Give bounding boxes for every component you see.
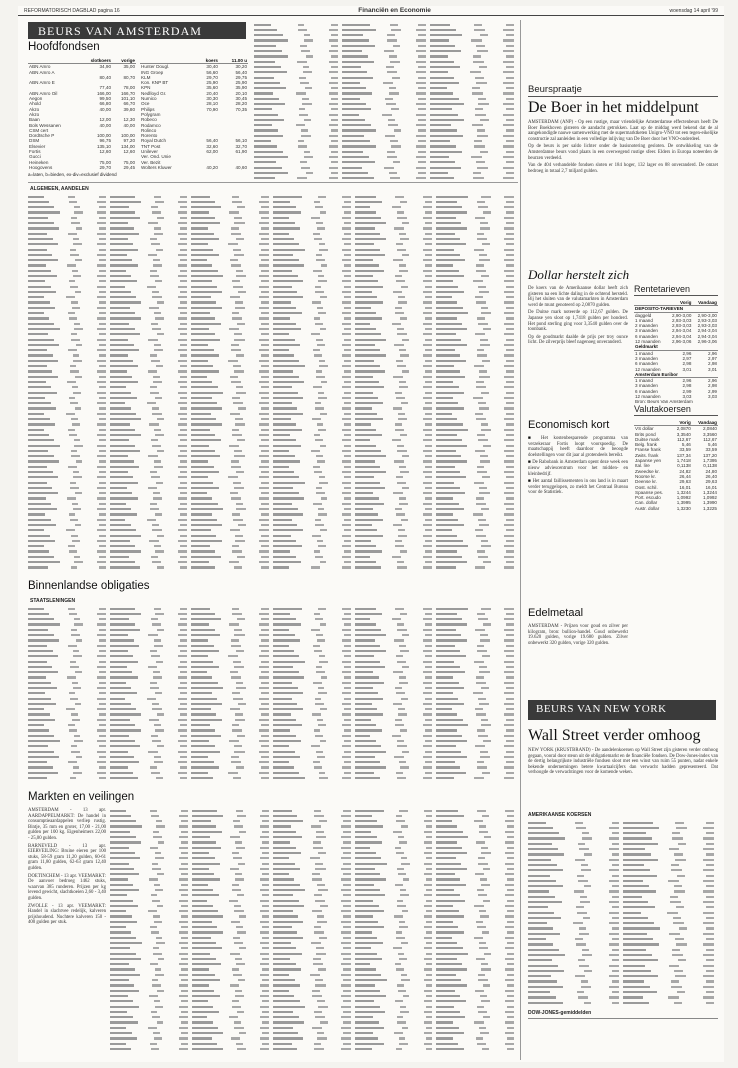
table-row: TNT Post 32,60 32,70 bbox=[141, 143, 247, 149]
table-row: Noorse kr. 26,44 26,40 bbox=[635, 473, 717, 479]
beurs-new-york-banner: BEURS VAN NEW YORK bbox=[528, 700, 716, 720]
binnenland-title: Binnenlandse obligaties bbox=[28, 580, 150, 592]
headline-wall-street: Wall Street verder omhoog bbox=[528, 727, 701, 744]
table-row: 6 maanden 2,99 2,99 bbox=[635, 388, 717, 394]
hoofdfondsen-col-b bbox=[140, 58, 248, 170]
hoofdfondsen-col-a bbox=[28, 58, 136, 170]
table-row: Polygram bbox=[141, 111, 161, 117]
rente-table: Vorig Vandaag DEPOSITO-TARIEVEN daggeld 2,90-3,00 2,90-3,00 1 maand 2,93-3,03 2,93-3,03 2 maanden 2,93-3,03 2,93-3,03 3 maanden 2,94-3,04 2,94-3,04 6 maanden 2,94-3,04 2,94-3,04 12 maanden 2,96-3,06 2,96-3,06 Geldmarkt 1 maand 2,96 2,96 3 maanden 2,97 2,97 6 maanden 2,98 2,98 12 maanden 3,01 3,01 Amsterdam Euribor 1 maand 2,96 2,96 3 maanden 2,98 2,98 6 maanden 2,99 2,99 12 maanden 3,03 3,03 Bron: Beurs Van Amsterdam bbox=[635, 300, 717, 405]
table-row: Baan 12,00 12,30 bbox=[29, 117, 135, 123]
table-row: Ital. lire 0,1138 0,1138 bbox=[635, 463, 717, 469]
table-row: Philips 70,90 70,35 bbox=[141, 106, 247, 112]
table-row: CSM cert bbox=[29, 127, 49, 133]
table-row: 12 maanden 2,96-3,06 2,96-3,06 bbox=[635, 339, 717, 345]
article-de-boer-p1: AMSTERDAM (ANP) - Op een rustige, maar vriendelijke Amsterdamse effectenbeurs heeft De Boer Boekhoven gisteren de aandacht getrokken. Laat op de middag werd bekend dat de al aangekondigde nauwe samenwerking met de supermarktketen Unigro-VNO tot een tegen-eikelijke constructie zal aanleiden in een volledige inlijving van De Boer door het VNO-onderdeel. bbox=[528, 120, 718, 142]
table-row: Oce 28,10 28,20 bbox=[141, 101, 247, 107]
amerikaanse-koersen-title: AMERIKAANSE KOERSEN bbox=[528, 812, 592, 818]
table-row: Belg. frank 5,46 5,46 bbox=[635, 442, 717, 448]
table-row: Deense kr. 29,63 29,63 bbox=[635, 479, 717, 485]
valuta-col bbox=[634, 420, 718, 540]
table-row: Rolinco bbox=[141, 127, 157, 133]
table-row: 1 maand 2,93-3,03 2,93-3,03 bbox=[635, 317, 717, 323]
listing-column bbox=[430, 22, 514, 182]
table-row: ABN Amro 34,90 35,00 bbox=[29, 64, 135, 70]
table-row: 3 maanden 2,94-3,04 2,94-3,04 bbox=[635, 328, 717, 334]
algemeen-header: ALGEMEEN, AANDELEN bbox=[30, 186, 89, 192]
table-row: 2 maanden 2,93-3,03 2,93-3,03 bbox=[635, 323, 717, 329]
beurs-amsterdam-banner: BEURS VAN AMSTERDAM bbox=[28, 22, 246, 39]
hoofdfondsen-title: Hoofdfondsen bbox=[28, 41, 100, 53]
table-row: 6 maanden 2,98 2,98 bbox=[635, 361, 717, 367]
column-divider bbox=[520, 20, 521, 1060]
listing-column bbox=[110, 808, 188, 1056]
table-row: Brits pond 3,3540 3,3560 bbox=[635, 431, 717, 437]
rente-col bbox=[634, 300, 718, 405]
listing-column bbox=[355, 808, 433, 1056]
listing-column bbox=[192, 808, 270, 1056]
listing-column bbox=[436, 194, 514, 574]
table-row: Ver. Bezit bbox=[141, 159, 161, 165]
table-row: Unilever 62,00 61,90 bbox=[141, 149, 247, 155]
table-row: Franse frank 33,59 33,59 bbox=[635, 447, 717, 453]
table-row: 12 maanden 3,01 3,01 bbox=[635, 366, 717, 372]
markten-column-1 bbox=[28, 808, 106, 1056]
running-head-section: Financiën en Economie bbox=[358, 7, 431, 14]
article-wall-street bbox=[528, 748, 718, 808]
table-row: Elsevier 135,10 134,00 bbox=[29, 143, 135, 149]
table-row: ABN Amro A bbox=[29, 69, 55, 75]
markten-paragraph: BARNEVELD - 13 apr. EIERVEILING: Bruine eieren per 100 stuks, 58-59 gram 11,20 gulden, 60-61 gram 11,80 gulden, 62-63 gram 12,40 gulden. bbox=[28, 843, 106, 871]
newspaper-page bbox=[18, 6, 724, 1062]
headline-dollar: Dollar herstelt zich bbox=[528, 267, 630, 282]
table-row: ABN Amro Oil 166,00 166,70 bbox=[29, 90, 135, 96]
table-row: 77,40 78,00 bbox=[99, 85, 135, 91]
valutakoersen-title: Valutakoersen bbox=[634, 404, 718, 416]
table-row: Hunter Dougl. 30,40 30,20 bbox=[141, 64, 247, 70]
listing-column bbox=[528, 820, 619, 1006]
table-row: Spaanse pes. 1,3244 1,3244 bbox=[635, 489, 717, 495]
table-row: Aegon 99,50 101,10 bbox=[29, 96, 135, 102]
markten-paragraph: AMSTERDAM - 13 apr. AARDAPPELMARKT: De handel in consumptieaardappelen verliep rustig. Bintje, 35 mm en groter, 17,00 - 21,00 gulden per 100 kg. Eigenheimers 22,00 - 25,00 gulden. bbox=[28, 808, 106, 841]
table-row: KLM 29,70 29,75 bbox=[141, 74, 247, 80]
table-row: 12 maanden 3,03 3,03 bbox=[635, 394, 717, 400]
table-row: DSM 96,75 97,20 bbox=[29, 138, 135, 144]
listing-column bbox=[623, 820, 714, 1006]
table-row: Can. dollar 1,3995 1,3990 bbox=[635, 500, 717, 506]
article-dollar bbox=[528, 286, 628, 416]
table-row: Rodamco bbox=[141, 122, 161, 128]
running-head-date: woensdag 14 april '99 bbox=[669, 7, 718, 14]
listing-column bbox=[254, 22, 338, 182]
table-row: Oost. schil. 16,01 16,01 bbox=[635, 484, 717, 490]
dow-jones-table bbox=[528, 1018, 718, 1019]
listing-column bbox=[273, 606, 351, 784]
table-row: Ahold 66,80 66,70 bbox=[29, 101, 135, 107]
table-row: Port. escudo 1,0992 1,0992 bbox=[635, 495, 717, 501]
table-row: Dordtsche P 100,00 100,00 bbox=[29, 133, 135, 139]
table-row: Zweedse kr. 24,82 24,80 bbox=[635, 468, 717, 474]
edelmetaal-paragraph: AMSTERDAM - Prijzen voor goud en zilver per kilogram, bron: bullion-handel. Goud onbewerkt 19.620 gulden, vorige 19.680 gulden. Zilver onbewerkt 320 gulden, vorige 320 gulden. bbox=[528, 624, 628, 646]
hoofdfondsen-table-a: slotkoers vorige ABN Amro 34,90 35,00 ABN Amro A 80,40 80,70 ABN Amro E 77,40 78,00 ABN Amro Oil 166,00 166,70 Aegon 99,50 101,10 Ahold 66,80 66,70 Akzo 40,00 39,80 Akzo Baan 12,00 12,30 Bols Wessanen 40,00 40,00 CSM cert Dordtsche P 100,00 100,00 DSM 96,75 97,20 Elsevier 135,10 134,00 Fortis 12,60 12,60 Gucci Heineken 75,00 75,00 Hoogovens 29,70 29,45 bbox=[29, 58, 135, 170]
table-row: daggeld 2,90-3,00 2,90-3,00 bbox=[635, 312, 717, 318]
table-row: Nedlloyd Gr. 20,40 20,10 bbox=[141, 90, 247, 96]
listing-column bbox=[28, 194, 106, 574]
markten-title: Markten en veilingen bbox=[28, 791, 135, 803]
table-row: Wolters Kluwer 40,20 40,60 bbox=[141, 164, 247, 170]
listing-column bbox=[355, 194, 433, 574]
economisch-kort-text bbox=[528, 436, 628, 576]
economisch-item-1: ■ Het kostenbesparende programma van verzekeraar Fortis loopt voorspoedig. De maatschappij heeft daardoor de beoogde doelstellingen voor dit jaar al grotendeels bereikt. bbox=[528, 436, 628, 458]
table-row: Numico 30,30 30,45 bbox=[141, 96, 247, 102]
listing-column bbox=[355, 606, 433, 784]
valuta-extra-col bbox=[634, 546, 718, 666]
listing-column bbox=[191, 194, 269, 574]
table-row: 80,40 80,70 bbox=[99, 74, 135, 80]
listing-column bbox=[191, 606, 269, 784]
listing-column bbox=[110, 194, 188, 574]
table-row: Austr. dollar 1,3230 1,3225 bbox=[635, 505, 717, 511]
table-row: Fortis 12,60 12,60 bbox=[29, 149, 135, 155]
table-row: Akzo 40,00 39,80 bbox=[29, 106, 135, 112]
hoofdfondsen-footnote: a=laten, b=bieden, ex-div=exclusief dividend bbox=[28, 172, 117, 177]
economisch-item-2: ■ De Rabobank in Amsterdam opent deze week een nieuw adviescentrum voor het midden- en kleinbedrijf. bbox=[528, 460, 628, 477]
table-row: Bols Wessanen 40,00 40,00 bbox=[29, 122, 135, 128]
listing-column bbox=[28, 606, 106, 784]
listing-column bbox=[273, 194, 351, 574]
article-de-boer-p2: Op de beurs is per saldo lichter onder de basisnotering gesloten. De ontwikkeling van de Amsterdamse beurs vond plaats in een overwegend rustige sfeer. Elders in Europa noteerden de beurzen verdeeld. bbox=[528, 144, 718, 161]
article-dollar-p2: De Duitse mark noteerde op 112,67 gulden. De Japanse yen sloot op 1,7418 gulden per honderd. Het pond sterling ging voor 3,3540 gulden over de toonbank. bbox=[528, 310, 628, 333]
listing-column bbox=[436, 606, 514, 784]
article-dollar-p1: De koers van de Amerikaanse dollar heeft zich gisteren na een lichte daling in de ochtend hersteld. Bij het sluiten van de valutamarkten in Amsterdam werd de munt genoteerd op 2,0870 gulden. bbox=[528, 286, 628, 308]
running-head-left: REFORMATORISCH DAGBLAD pagina 16 bbox=[24, 7, 120, 14]
table-row: Ver. Ond. Unie bbox=[141, 154, 171, 160]
valuta-table: Vorig Vandaag VS dollar 2,0870 2,0840 Brits pond 3,3540 3,3560 Duitse mark 112,67 112,67 Belg. frank 5,46 5,46 Franse frank 33,59 33,59 Zwits. frank 137,34 137,20 Japanse yen 1,7418 1,7395 Ital. lire 0,1138 0,1138 Zweedse kr. 24,82 24,80 Noorse kr. 26,44 26,40 Deense kr. 29,63 29,63 Oost. schil. 16,01 16,01 Spaanse pes. 1,3244 1,3244 Port. escudo 1,0992 1,0992 Can. dollar 1,3995 1,3990 Austr. dollar 1,3230 1,3225 bbox=[635, 420, 717, 511]
table-row: KPN 35,60 35,90 bbox=[141, 85, 247, 91]
article-de-boer bbox=[528, 120, 718, 268]
article-de-boer-p3: Van de 404 verhandelde fondsen sloten er 184 hoger, 132 lager en 88 onveranderd. De omzet bedroeg in totaal 2,7 miljard gulden. bbox=[528, 163, 718, 174]
table-row: Zwits. frank 137,34 137,20 bbox=[635, 452, 717, 458]
listing-column bbox=[110, 606, 188, 784]
economisch-kort-title: Economisch kort bbox=[528, 419, 610, 431]
table-row: ABN Amro E bbox=[29, 80, 55, 86]
table-row: Akzo bbox=[29, 111, 40, 117]
table-row: 3 maanden 2,97 2,97 bbox=[635, 355, 717, 361]
table-row: 1 maand 2,96 2,96 bbox=[635, 350, 717, 356]
markten-paragraph: ZWOLLE - 13 apr. VEEMARKT: Handel in slachtvee redelijk, kalveren prijshoudend. Nuchtere kalveren 150 - 400 gulden per stuk. bbox=[28, 903, 106, 926]
table-row: Hoogovens 29,70 29,45 bbox=[29, 164, 135, 170]
economisch-item-3: ■ Het aantal faillissementen in ons land is in maart verder teruggelopen, zo meldt het Centraal Bureau voor de Statistiek. bbox=[528, 479, 628, 496]
listing-column bbox=[273, 808, 351, 1056]
table-row: Royal Dutch 56,40 56,10 bbox=[141, 138, 247, 144]
headline-de-boer: De Boer in het middelpunt bbox=[528, 99, 699, 116]
beurspraatje-kicker: Beurspraatje bbox=[528, 84, 718, 97]
listing-column bbox=[342, 22, 426, 182]
staatsleningen-header: STAATSLENINGEN bbox=[30, 598, 76, 604]
article-wall-street-p: NEW YORK (KRUSTBRAND) - De aandelenkoersen op Wall Street zijn gisteren verder omhoog gegaan, vooral door steun uit de obligatiemarkt en de financiële fondsen. De Dow-Jones-index van de dertig belangrijkste industriële fondsen sloot met een winst van ruim 55 punten, nadat enkele bekende ondernemingen betere kwartaalcijfers dan verwacht hadden gepresenteerd. Dat verhoogde de verwachtingen voor de komende weken. bbox=[528, 748, 718, 776]
running-head bbox=[18, 6, 724, 16]
table-row: 1 maand 2,96 2,96 bbox=[635, 378, 717, 384]
table-row: Duitse mark 112,67 112,67 bbox=[635, 436, 717, 442]
table-row: 6 maanden 2,94-3,04 2,94-3,04 bbox=[635, 333, 717, 339]
dow-jones-col bbox=[528, 1018, 718, 1056]
edelmetaal-text bbox=[528, 624, 628, 674]
dow-jones-title: DOW-JONES-gemiddelden bbox=[528, 1010, 592, 1016]
table-row: Gucci bbox=[29, 154, 41, 160]
edelmetaal-title: Edelmetaal bbox=[528, 607, 584, 619]
article-dollar-p3: Op de goudmarkt daalde de prijs per troy ounce licht. De zilverprijs bleef nagenoeg onveranderd. bbox=[528, 334, 628, 346]
rentetarieven-title: Rentetarieven bbox=[634, 284, 718, 296]
table-row: 3 maanden 2,98 2,98 bbox=[635, 383, 717, 389]
table-row: Robeco bbox=[141, 117, 157, 123]
listing-column bbox=[436, 808, 514, 1056]
table-row: ING Groep 56,60 56,40 bbox=[141, 69, 247, 75]
divider bbox=[28, 182, 518, 183]
table-row: Japanse yen 1,7418 1,7395 bbox=[635, 458, 717, 464]
table-row: Heineken 75,00 75,00 bbox=[29, 159, 135, 165]
markten-paragraph: DOETINCHEM - 13 apr. VEEMARKT: De aanvoer bedroeg 1462 stuks, waarvan 385 runderen. Prijzen per kg levend gewicht, slachtkoeien 2,60 - 3,40 gulden. bbox=[28, 873, 106, 901]
table-row: Kon. KNP BT 25,90 25,90 bbox=[141, 80, 247, 86]
table-row: VS dollar 2,0870 2,0840 bbox=[635, 426, 717, 432]
hoofdfondsen-table-b: koers 11.00 u Hunter Dougl. 30,40 30,20 ING Groep 56,60 56,40 KLM 29,70 29,75 Kon. KNP BT 25,90 25,90 KPN 35,60 35,90 Nedlloyd Gr. 20,40 20,10 Numico 30,30 30,45 Oce 28,10 28,20 Philips 70,90 70,35 Polygram Robeco Rodamco Rolinco Rorento Royal Dutch 56,40 56,10 TNT Post 32,60 32,70 Unilever 62,00 61,90 Ver. Ond. Unie Ver. Bezit Wolters Kluwer 40,20 40,60 bbox=[141, 58, 247, 170]
table-row: Rorento bbox=[141, 133, 158, 139]
